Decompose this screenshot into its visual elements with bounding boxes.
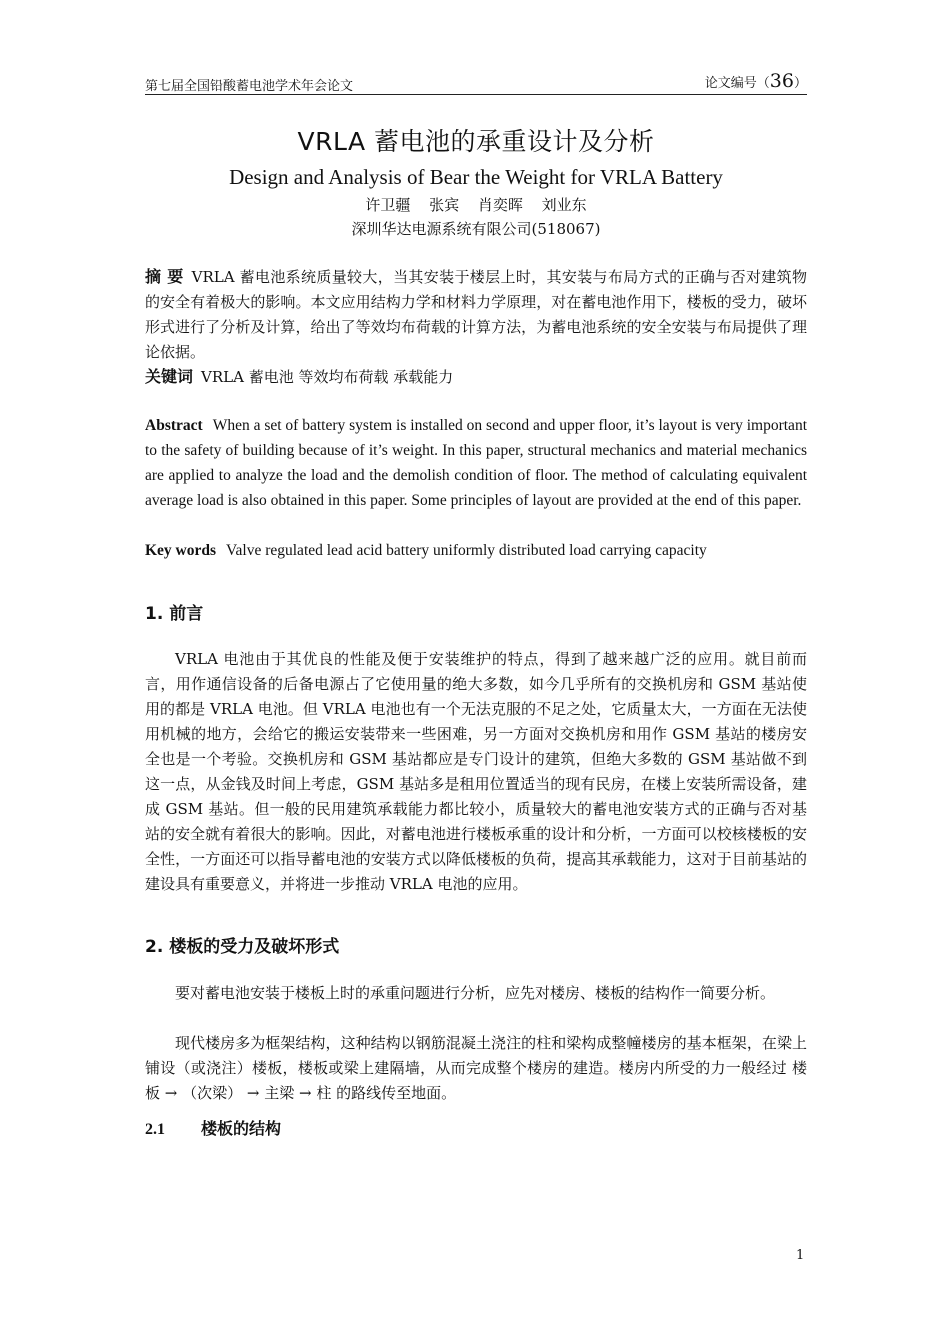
abstract-english bbox=[145, 413, 807, 513]
page-number: 1 bbox=[796, 1248, 805, 1263]
keywords-text: VRLA 蓄电池 等效均布荷载 承载能力 bbox=[201, 368, 454, 386]
section-2-1-number: 2.1 bbox=[145, 1121, 165, 1138]
section-2-1-heading bbox=[145, 1116, 281, 1139]
section-1-paragraph: VRLA 电池由于其优良的性能及便于安装维护的特点，得到了越来越广泛的应用。就目前而言，用作通信设备的后备电源占了它使用量的绝大多数，如今几乎所有的交换机房和 GSM 基站使用的都是 VRLA 电池。但 VRLA 电池也有一个无法克服的不足之处，它质量太大，一方面在无法使用机械的地方，会给它的搬运安装带来一些困难，另一方面对交换机房和用作 GSM 基站的楼房安全也是一个考验。交换机房和 GSM 基站都应是专门设计的建筑，但绝大多数的 GSM 基站做不到这一点，从金钱及时间上考虑，GSM 基站多是租用位置适当的现有民房，在楼上安装所需设备，建成 GSM 基站。但一般的民用建筑承载能力都比较小，质量较大的蓄电池安装方式的正确与否对基站的安全就有着很大的影响。因此，对蓄电池进行楼板承重的设计和分析，一方面可以校核楼板的安全性，一方面还可以指导蓄电池的安装方式以降低楼板的负荷，提高其承载能力，这对于目前基站的建设具有重要意义，并将进一步推动 VRLA 电池的应用。 bbox=[145, 650, 807, 893]
header-paper-number: 论文编号（36） bbox=[704, 70, 807, 92]
header-conference: 第七届全国铅酸蓄电池学术年会论文 bbox=[145, 79, 354, 94]
keywords-en-text: Valve regulated lead acid battery uniformly distributed load carrying capacity bbox=[226, 542, 707, 559]
keywords-en-label: Key words bbox=[145, 542, 217, 559]
abstract-label: 摘 要 bbox=[145, 267, 184, 286]
authors: 许卫疆 张宾 肖奕晖 刘业东 bbox=[365, 196, 587, 214]
running-header bbox=[145, 68, 807, 95]
paper-title: VRLA 蓄电池的承重设计及分析 bbox=[297, 127, 655, 156]
abstract-en-text: When a set of battery system is installed on second and upper floor, it’s layout is very important to the safety of building because of it’s weight. In this paper, structural mechanics and material mechanics are applied to analyze the load and the demolish condition of floor. The method of calculating equivalent average load is also obtained in this paper. Some principles of layout are provided at the end of this paper. bbox=[145, 417, 807, 509]
paper-subtitle-english: Design and Analysis of Bear the Weight for VRLA Battery bbox=[229, 165, 723, 189]
section-2-heading: 2. 楼板的受力及破坏形式 bbox=[145, 937, 340, 957]
section-2-paragraph-2: 现代楼房多为框架结构，这种结构以钢筋混凝土浇注的柱和梁构成整幢楼房的基本框架，在梁上铺设（或浇注）楼板，楼板或梁上建隔墙，从而完成整个楼房的建造。楼房内所受的力一般经过 楼板 → （次梁） → 主梁 → 柱 的路线传至地面。 bbox=[145, 1034, 807, 1102]
section-2-paragraph-1: 要对蓄电池安装于楼板上时的承重问题进行分析，应先对楼房、楼板的结构作一简要分析。 bbox=[175, 984, 776, 1002]
section-1-heading: 1. 前言 bbox=[145, 604, 204, 624]
keywords-chinese bbox=[145, 364, 807, 390]
abstract-text: VRLA 蓄电池系统质量较大，当其安装于楼层上时，其安装与布局方式的正确与否对建筑物的安全有着极大的影响。本文应用结构力学和材料力学原理，对在蓄电池作用下，楼板的受力，破坏形式进行了分析及计算，给出了等效均布荷载的计算方法，为蓄电池系统的安全安装与布局提供了理论依据。 bbox=[145, 268, 807, 361]
section-2-1-title: 楼板的结构 bbox=[201, 1119, 282, 1138]
abstract-en-label: Abstract bbox=[145, 417, 203, 434]
affiliation: 深圳华达电源系统有限公司(518067) bbox=[351, 220, 601, 238]
paper-number: 36 bbox=[769, 70, 794, 92]
keywords-english bbox=[145, 538, 807, 563]
abstract-chinese bbox=[145, 264, 807, 365]
keywords-label: 关键词 bbox=[145, 367, 194, 386]
